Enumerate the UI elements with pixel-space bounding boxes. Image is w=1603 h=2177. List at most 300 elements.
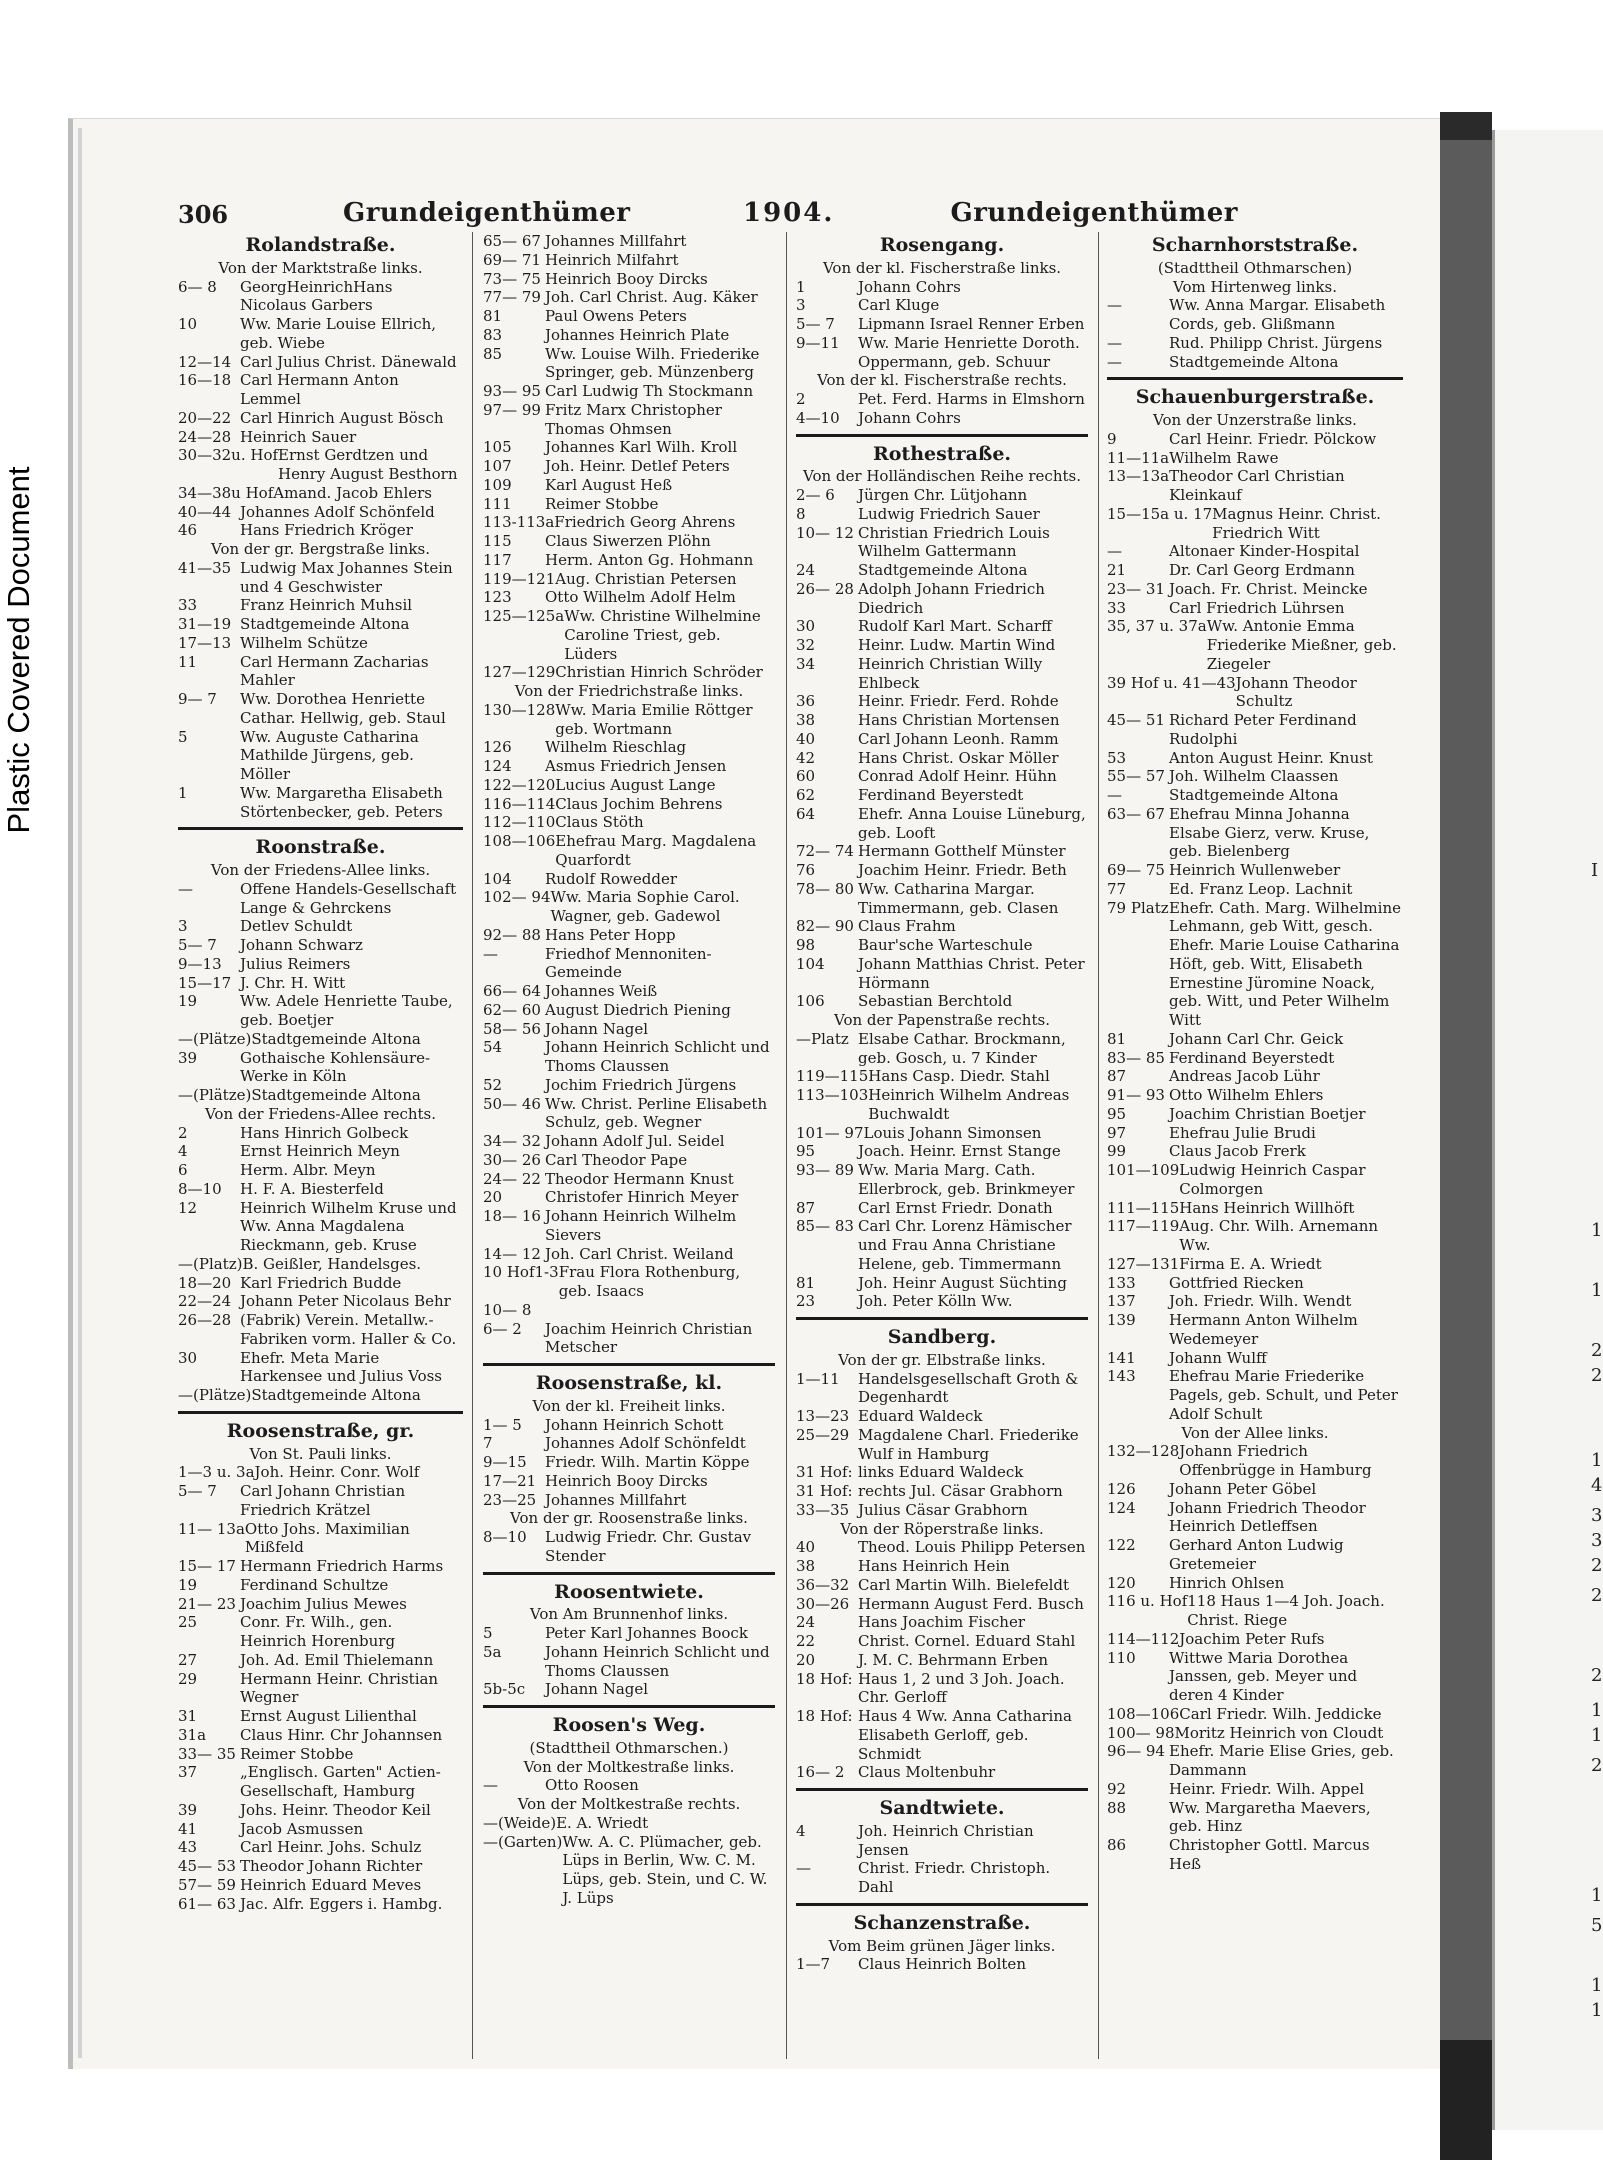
- owner-entry: [178, 653, 463, 691]
- owner-name: Ww. Maria Marg. Cath. Ellerbrock, geb. Brinkmeyer: [858, 1161, 1075, 1198]
- house-number: 122—120: [483, 775, 556, 794]
- column-divider: [786, 232, 787, 2059]
- house-number: 98: [796, 936, 816, 954]
- house-number: 72— 74: [796, 842, 854, 861]
- owner-entry: [483, 1643, 775, 1681]
- house-number: 15—17: [178, 973, 232, 992]
- house-number: 62— 60: [483, 1000, 541, 1019]
- house-number: 30: [796, 617, 816, 636]
- owner-entry: [1107, 1442, 1403, 1480]
- owner-name: Jacob Asmussen: [240, 1819, 364, 1838]
- street-heading: Roosenstraße, gr.: [226, 1419, 415, 1442]
- owner-name: Ehefr. Cath. Marg. Wilhelmine Lehmann, geb Witt, gesch. Ehefr. Marie Louise Catharina Höft, geb. Witt, Elisabeth Ernestine Jüromine Noack, geb. Witt, und Peter Wilhelm Witt: [1169, 898, 1401, 1029]
- owner-name: H. F. A. Biesterfeld: [240, 1179, 384, 1198]
- owner-entry: [178, 1124, 463, 1143]
- house-number: 46: [178, 521, 198, 540]
- owner-entry: [178, 1274, 463, 1293]
- owner-entry: [178, 690, 463, 728]
- house-number: 116 u. Hof: [1107, 1592, 1188, 1611]
- owner-name: Ludwig Heinrich Caspar Colmorgen: [1179, 1161, 1366, 1198]
- owner-name: Hans Peter Hopp: [545, 925, 676, 944]
- owner-name: Hinrich Ohlsen: [1169, 1573, 1285, 1592]
- house-number: 4: [178, 1142, 188, 1161]
- house-number: 62: [796, 786, 816, 804]
- house-number: 18 Hof:: [796, 1707, 853, 1725]
- house-number: 10— 12: [796, 523, 854, 542]
- direction-note: Von der Friedrichstraße links.: [514, 682, 744, 700]
- owner-entry: [1107, 805, 1403, 861]
- house-number: 111—115: [1107, 1198, 1180, 1217]
- house-number: 58— 56: [483, 1019, 541, 1038]
- owner-entry: [1107, 674, 1403, 712]
- owner-entry: [1107, 1349, 1403, 1368]
- owner-entry: [178, 1801, 463, 1820]
- column-1: [178, 232, 463, 2059]
- owner-name: Johann Peter Nicolaus Behr: [240, 1292, 451, 1311]
- house-number: 5— 7: [796, 315, 835, 333]
- owner-entry: [178, 315, 463, 353]
- owner-entry: [483, 1472, 775, 1491]
- house-number: 31—19: [178, 615, 232, 633]
- owner-entry: [796, 1670, 1088, 1708]
- owner-entry: [796, 1199, 1088, 1218]
- house-number: 143: [1107, 1367, 1136, 1386]
- owner-name: [545, 1301, 775, 1320]
- house-number: 8—10: [483, 1528, 527, 1546]
- owner-name: Christofer Hinrich Meyer: [545, 1188, 739, 1207]
- house-number: 1— 5: [483, 1415, 522, 1434]
- house-number: 77— 79: [483, 288, 541, 307]
- owner-entry: [796, 1613, 1088, 1632]
- owner-name: Andreas Jacob Lühr: [1169, 1067, 1320, 1086]
- owner-name: Ernst Heinrich Meyn: [240, 1142, 400, 1161]
- owner-name: Heinrich Wullenweber: [1169, 861, 1341, 879]
- owner-name: Johann Nagel: [545, 1019, 649, 1038]
- next-page-fragment: 1: [1591, 1280, 1603, 1301]
- side-label: [2, 390, 36, 910]
- section-rule: [796, 1903, 1088, 1906]
- owner-name: Jac. Alfr. Eggers i. Hambg.: [240, 1894, 443, 1913]
- owner-name: Christopher Gottl. Marcus Heß: [1169, 1836, 1370, 1873]
- house-number: 78— 80: [796, 879, 854, 898]
- column-divider: [472, 232, 473, 2059]
- house-number: 33: [1107, 598, 1127, 617]
- direction-note: Von St. Pauli links.: [249, 1444, 392, 1463]
- house-number: 17—21: [483, 1471, 537, 1490]
- owner-entry: [483, 551, 775, 570]
- owner-name: Carl Johann Christian Friedrich Krätzel: [240, 1482, 406, 1519]
- owner-name: Johannes Adolf Schönfeldt: [545, 1434, 746, 1453]
- owner-name: Joach. Fr. Christ. Meincke: [1169, 579, 1368, 598]
- house-number: 127—131: [1107, 1254, 1180, 1273]
- house-number: 40: [796, 729, 816, 748]
- owner-entry: [796, 334, 1088, 372]
- owner-name: Peter Karl Johannes Boock: [545, 1624, 748, 1642]
- owner-name: E. A. Wriedt: [556, 1813, 649, 1832]
- house-number: —: [1107, 542, 1122, 561]
- owner-entry: [178, 1180, 463, 1199]
- owner-name: Claus Moltenbuhr: [858, 1763, 996, 1782]
- owner-entry: [483, 1624, 775, 1643]
- house-number: 113—103: [796, 1086, 869, 1104]
- next-page-fragment: 2: [1591, 1340, 1603, 1361]
- owner-entry: [796, 861, 1088, 880]
- owner-entry: [1107, 561, 1403, 580]
- owner-entry: [796, 278, 1088, 297]
- owner-name: Firma E. A. Wriedt: [1179, 1254, 1322, 1273]
- house-number: 112—110: [483, 813, 556, 832]
- owner-entry: [796, 390, 1088, 409]
- owner-entry: [796, 1763, 1088, 1782]
- owner-entry: [1107, 767, 1403, 786]
- street-heading: Sandtwiete.: [879, 1797, 1005, 1819]
- house-number: —(Weide): [483, 1813, 557, 1832]
- house-number: 31 Hof:: [796, 1463, 853, 1482]
- owner-entry: [1107, 1067, 1403, 1086]
- house-number: 119—121: [483, 569, 556, 588]
- owner-entry: [483, 888, 775, 926]
- owner-entry: [483, 701, 775, 739]
- owner-entry: [1107, 1142, 1403, 1161]
- owner-name: Fritz Marx Christopher Thomas Ohmsen: [545, 400, 722, 438]
- owner-entry: [1107, 861, 1403, 880]
- house-number: 110: [1107, 1648, 1136, 1667]
- direction-note: Von der gr. Bergstraße links.: [211, 540, 430, 558]
- house-number: 22: [796, 1632, 816, 1650]
- owner-name: Ww. Adele Henriette Taube, geb. Boetjer: [240, 992, 453, 1029]
- owner-entry: [1107, 1536, 1403, 1574]
- house-number: 16— 2: [796, 1763, 845, 1782]
- owner-entry: [483, 1207, 775, 1245]
- owner-name: Claus Jochim Behrens: [555, 794, 723, 813]
- owner-entry: [483, 926, 775, 945]
- house-number: 38: [796, 711, 816, 729]
- owner-name: Johannes Heinrich Plate: [545, 325, 730, 344]
- owner-name: Offene Handels-Gesellschaft Lange & Gehrckens: [240, 879, 457, 917]
- next-page-fragment: 5: [1591, 1915, 1603, 1936]
- house-number: 77: [1107, 879, 1127, 898]
- owner-name: Hans Casp. Diedr. Stahl: [868, 1067, 1050, 1086]
- owner-name: Stadtgemeinde Altona: [1169, 352, 1339, 371]
- owner-entry: [178, 1482, 463, 1520]
- owner-entry: [483, 345, 775, 383]
- owner-name: Paul Owens Peters: [545, 307, 687, 325]
- owner-name: Claus Jacob Frerk: [1169, 1142, 1306, 1161]
- owner-entry: [483, 1151, 775, 1170]
- house-number: 2— 6: [796, 486, 835, 504]
- owner-name: Christ. Cornel. Eduard Stahl: [858, 1632, 1076, 1650]
- owner-name: Stadtgemeinde Altona: [1169, 786, 1339, 804]
- owner-entry: [178, 634, 463, 653]
- house-number: 34: [796, 654, 816, 673]
- owner-name: Hans Friedrich Kröger: [240, 521, 413, 540]
- owner-entry: [796, 1426, 1088, 1464]
- direction-note: Von der kl. Fischerstraße links.: [822, 258, 1062, 277]
- owner-entry: [796, 1030, 1088, 1068]
- owner-entry: [483, 1001, 775, 1020]
- house-number: 45— 53: [178, 1857, 236, 1875]
- owner-entry: [1107, 1480, 1403, 1499]
- owner-name: Jochim Friedrich Jürgens: [545, 1075, 737, 1094]
- owner-name: Ww. Christine Wilhelmine Caroline Triest, geb. Lüders: [564, 607, 761, 663]
- owner-entry: [483, 776, 775, 795]
- owner-entry: [796, 1161, 1088, 1199]
- house-number: 25—29: [796, 1425, 850, 1444]
- owner-name: Johann Heinrich Schott: [545, 1415, 724, 1434]
- house-number: 63— 67: [1107, 804, 1165, 823]
- owner-entry: [796, 880, 1088, 918]
- street-heading: Rosengang.: [879, 234, 1005, 256]
- owner-entry: [178, 992, 463, 1030]
- owner-name: Aug. Christian Petersen: [555, 569, 737, 588]
- owner-entry: [1107, 1705, 1403, 1724]
- owner-name: Hans Christian Mortensen: [858, 711, 1060, 729]
- owner-entry: [796, 1707, 1088, 1763]
- owner-name: Stadtgemeinde Altona: [251, 1386, 421, 1404]
- house-number: 8: [796, 504, 806, 523]
- owner-entry: [483, 1814, 775, 1833]
- owner-entry: [483, 588, 775, 607]
- house-number: —: [1107, 352, 1122, 371]
- house-number: 8—10: [178, 1179, 222, 1198]
- owner-name: Magnus Heinr. Christ. Friedrich Witt: [1212, 504, 1381, 542]
- owner-name: Johann Carl Chr. Geick: [1169, 1029, 1344, 1048]
- direction-note: Von der Holländischen Reihe rechts.: [803, 467, 1081, 486]
- owner-entry: [1107, 1742, 1403, 1780]
- owner-name: Conrad Adolf Heinr. Hühn: [858, 767, 1057, 786]
- house-number: 11—11a: [1107, 448, 1170, 467]
- owner-entry: [483, 457, 775, 476]
- owner-name: Joachim Christian Boetjer: [1169, 1104, 1366, 1123]
- owner-entry: [796, 917, 1088, 936]
- owner-entry: [178, 1838, 463, 1857]
- house-number: 6— 8: [178, 277, 217, 296]
- owner-name: Otto Roosen: [545, 1776, 639, 1795]
- street-heading: Scharnhorststraße.: [1151, 234, 1359, 256]
- owner-name: Heinrich Wilhelm Andreas Buchwaldt: [868, 1086, 1070, 1123]
- owner-entry: [483, 1453, 775, 1472]
- owner-name: Joach. Heinr. Ernst Stange: [858, 1142, 1061, 1161]
- owner-entry: [483, 382, 775, 401]
- house-number: 86: [1107, 1836, 1127, 1854]
- owner-name: Altonaer Kinder-Hospital: [1169, 542, 1360, 561]
- owner-entry: [483, 495, 775, 514]
- district-note: (Stadttheil Othmarschen.): [529, 1738, 729, 1757]
- owner-name: Louis Johann Simonsen: [863, 1123, 1042, 1142]
- next-page-fragment: 2: [1591, 1755, 1603, 1776]
- owner-entry: [796, 1632, 1088, 1651]
- house-number: 29: [178, 1669, 198, 1688]
- house-number: 60: [796, 767, 816, 786]
- owner-name: Johann Heinrich Schlicht und Thoms Claussen: [545, 1642, 770, 1680]
- house-number: 33—35: [796, 1500, 850, 1519]
- owner-entry: [483, 738, 775, 757]
- owner-name: Johann Adolf Jul. Seidel: [545, 1132, 725, 1150]
- owner-name: Julius Cäsar Grabhorn: [858, 1500, 1028, 1519]
- owner-entry: [1107, 1649, 1403, 1705]
- owner-entry: [483, 982, 775, 1001]
- owner-entry: [178, 1726, 463, 1745]
- owner-entry: [178, 353, 463, 372]
- house-number: 10 Hof1-3: [483, 1263, 559, 1282]
- owner-name: Rud. Philipp Christ. Jürgens: [1169, 333, 1383, 352]
- house-number: 13—23: [796, 1407, 850, 1425]
- owner-name: Heinrich Eduard Meves: [240, 1875, 422, 1894]
- owner-name: Baur'sche Warteschule: [858, 936, 1033, 954]
- owner-entry: [1107, 786, 1403, 805]
- owner-entry: [178, 1557, 463, 1576]
- house-number: 18 Hof:: [796, 1669, 853, 1688]
- house-number: 26—28: [178, 1311, 232, 1329]
- house-number: 79 Platz: [1107, 898, 1169, 917]
- owner-entry: [796, 936, 1088, 955]
- owner-name: B. Geißler, Handelsges.: [242, 1254, 422, 1273]
- house-number: 76: [796, 861, 816, 879]
- owner-entry: [796, 1557, 1088, 1576]
- owner-name: Gerhard Anton Ludwig Gretemeier: [1169, 1536, 1344, 1573]
- house-number: 85— 83: [796, 1217, 854, 1236]
- owner-entry: [178, 1349, 463, 1387]
- owner-entry: [796, 955, 1088, 993]
- owner-entry: [483, 1320, 775, 1358]
- house-number: 126: [1107, 1479, 1136, 1498]
- owner-name: Ww. Auguste Catharina Mathilde Jürgens, geb. Möller: [240, 727, 419, 783]
- house-number: 19: [178, 992, 198, 1011]
- owner-entry: [1107, 1049, 1403, 1068]
- owner-entry: [796, 486, 1088, 505]
- owner-entry: [483, 1170, 775, 1189]
- owner-name: Rudolf Karl Mart. Scharff: [858, 617, 1052, 636]
- owner-entry: [178, 1613, 463, 1651]
- house-number: 132—128: [1107, 1442, 1180, 1461]
- owner-entry: [178, 1707, 463, 1726]
- owner-name: Hermann Anton Wilhelm Wedemeyer: [1169, 1311, 1358, 1348]
- house-number: 126: [483, 738, 512, 757]
- next-page-fragment: 1: [1591, 1885, 1603, 1906]
- owner-name: Claus Stöth: [555, 813, 644, 832]
- house-number: 83— 85: [1107, 1048, 1165, 1067]
- owner-entry: [796, 296, 1088, 315]
- page-inner-edge: [78, 128, 82, 2058]
- house-number: 82— 90: [796, 917, 854, 936]
- house-number: 101—109: [1107, 1161, 1180, 1179]
- owner-name: links Eduard Waldeck: [858, 1463, 1024, 1482]
- house-number: 12: [178, 1198, 198, 1217]
- owner-name: Ww. Maria Sophie Carol. Wagner, geb. Gadewol: [550, 888, 740, 925]
- owner-entry: [483, 832, 775, 870]
- house-number: 20: [483, 1188, 503, 1207]
- owner-name: Joh. Heinrich Christian Jensen: [858, 1821, 1034, 1859]
- house-number: 39 Hof u. 41—43: [1107, 673, 1236, 692]
- house-number: —(Plätze): [178, 1386, 252, 1404]
- owner-entry: [483, 1132, 775, 1151]
- owner-name: Joh. Friedr. Wilh. Wendt: [1169, 1292, 1352, 1311]
- owner-entry: [178, 559, 463, 597]
- house-number: 96— 94: [1107, 1742, 1165, 1761]
- house-number: —(Platz): [178, 1254, 243, 1273]
- owner-name: Ferdinand Schultze: [240, 1575, 389, 1594]
- owner-name: Asmus Friedrich Jensen: [545, 757, 727, 775]
- page-number: 306: [178, 200, 229, 229]
- owner-name: Christian Hinrich Schröder: [555, 663, 763, 682]
- house-number: 115: [483, 532, 512, 550]
- house-number: 119—115: [796, 1067, 869, 1086]
- house-number: 30—32u. Hof: [178, 446, 279, 465]
- house-number: 23—25: [483, 1490, 537, 1509]
- binding-clip: [1440, 2040, 1492, 2160]
- owner-name: Aug. Chr. Wilh. Arnemann Ww.: [1179, 1217, 1379, 1254]
- column-4: [1107, 232, 1403, 2059]
- house-number: 39: [178, 1800, 198, 1819]
- house-number: 109: [483, 475, 512, 494]
- owner-entry: [1107, 353, 1403, 372]
- owner-name: Ludwig Friedr. Chr. Gustav Stender: [545, 1528, 752, 1565]
- house-number: 88: [1107, 1798, 1127, 1817]
- owner-name: Wilhelm Rieschlag: [545, 738, 687, 757]
- owner-entry: [796, 505, 1088, 524]
- owner-name: Karl August Heß: [545, 475, 673, 494]
- owner-name: Johs. Heinr. Theodor Keil: [240, 1800, 431, 1819]
- house-number: 4—10: [796, 408, 840, 427]
- owner-name: J. M. C. Behrmann Erben: [858, 1650, 1049, 1669]
- owner-name: Ww. Antonie Emma Friederike Mießner, geb. Ziegeler: [1206, 617, 1397, 673]
- house-number: 41—35: [178, 558, 232, 577]
- owner-name: Ferdinand Beyerstedt: [1169, 1048, 1335, 1067]
- owner-name: Moritz Heinrich von Cloudt: [1174, 1723, 1384, 1742]
- house-number: 122: [1107, 1536, 1136, 1554]
- owner-entry: [178, 1670, 463, 1708]
- house-number: 97— 99: [483, 400, 541, 419]
- house-number: 130—128: [483, 700, 556, 719]
- owner-entry: [1107, 1105, 1403, 1124]
- owner-entry: [1107, 1124, 1403, 1143]
- owner-name: Ferdinand Beyerstedt: [858, 786, 1024, 804]
- column-3: [796, 232, 1088, 2059]
- house-number: 61— 63: [178, 1894, 236, 1913]
- owner-name: Carl Johann Leonh. Ramm: [858, 729, 1059, 748]
- owner-entry: [178, 615, 463, 634]
- owner-entry: [1107, 1367, 1403, 1423]
- direction-note: Von der Moltkestraße rechts.: [517, 1795, 741, 1813]
- house-number: 7: [483, 1434, 493, 1453]
- house-number: 95: [796, 1142, 816, 1161]
- owner-name: Johannes Millfahrt: [545, 1490, 687, 1509]
- owner-name: Ludwig Friedrich Sauer: [858, 504, 1040, 523]
- house-number: 4: [796, 1821, 806, 1840]
- house-number: 38: [796, 1557, 816, 1575]
- house-number: 11— 13a: [178, 1519, 245, 1538]
- house-number: 34— 32: [483, 1132, 541, 1150]
- owner-name: Karl Friedrich Budde: [240, 1273, 402, 1292]
- owner-entry: [1107, 334, 1403, 353]
- house-number: 69— 75: [1107, 861, 1165, 879]
- section-rule: [483, 1705, 775, 1708]
- owner-entry: [483, 1491, 775, 1510]
- owner-entry: [796, 992, 1088, 1011]
- owner-name: Haus 4 Ww. Anna Catharina Elisabeth Gerloff, geb. Schmidt: [858, 1707, 1072, 1763]
- owner-name: Gothaische Kohlensäure-Werke in Köln: [240, 1048, 431, 1086]
- owner-name: Joh. Carl Christ. Weiland: [545, 1244, 734, 1263]
- owner-entry: [1107, 542, 1403, 561]
- next-page-edge: [1492, 130, 1603, 2130]
- owner-name: Joh. Peter Kölln Ww.: [858, 1292, 1013, 1311]
- house-number: 21: [1107, 561, 1127, 579]
- house-number: 52: [483, 1075, 503, 1094]
- owner-name: Johann Theodor Schultz: [1235, 673, 1357, 711]
- owner-entry: [178, 521, 463, 540]
- next-page-fragment: 2: [1591, 1365, 1603, 1386]
- owner-name: Johann Heinrich Schlicht und Thoms Claussen: [545, 1038, 770, 1075]
